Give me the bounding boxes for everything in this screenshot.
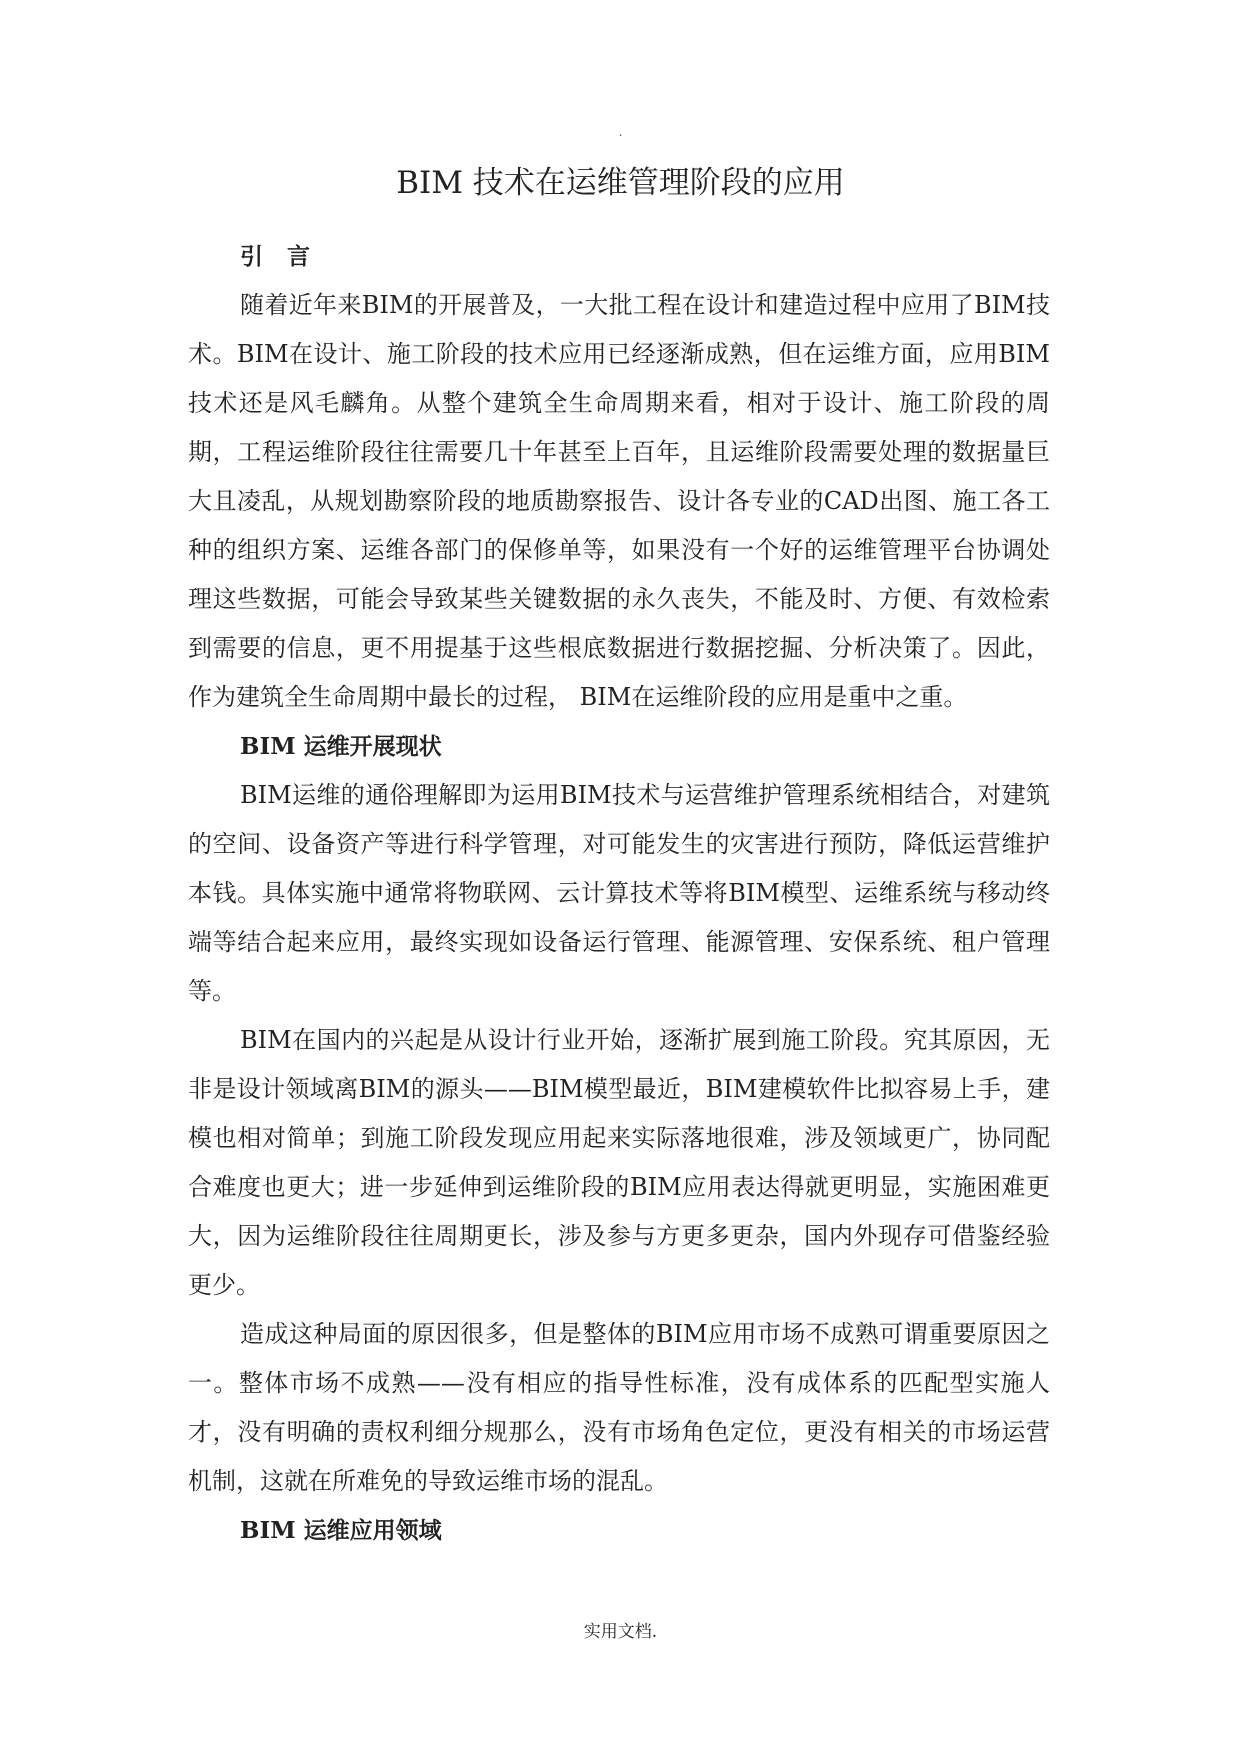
- page-footer: 实用文档.: [583, 1622, 658, 1642]
- section-heading-applications: BIM 运维应用领域: [240, 1517, 442, 1544]
- paragraph: 随着近年来BIM的开展普及，一大批工程在设计和建造过程中应用了BIM技术。BIM在设计、施工阶段的技术应用已经逐渐成熟，但在运维方面，应用BIM技术还是风毛麟角。从整个建筑全生命周期来看，相对于设计、施工阶段的周期，工程运维阶段往往需要几十年甚至上百年，且运维阶段需要处理的数据量巨大且凌乱，从规划勘察阶段的地质勘察报告、设计各专业的CAD出图、施工各工种的组织方案、运维各部门的保修单等，如果没有一个好的运维管理平台协调处理这些数据，可能会导致某些关键数据的永久丧失，不能及时、方便、有效检索到需要的信息，更不用提基于这些根底数据进行数据挖掘、分析决策了。因此，作为建筑全生命周期中最长的过程， BIM在运维阶段的应用是重中之重。: [188, 291, 1050, 711]
- paragraph: 造成这种局面的原因很多，但是整体的BIM应用市场不成熟可谓重要原因之一。整体市场不成熟——没有相应的指导性标准，没有成体系的匹配型实施人才，没有明确的责权利细分规那么，没有市场角色定位，更没有相关的市场运营机制，这就在所难免的导致运维市场的混乱。: [188, 1320, 1050, 1495]
- document-body: [188, 232, 1050, 1555]
- header-mark: .: [618, 125, 623, 139]
- document-title: BIM 技术在运维管理阶段的应用: [396, 165, 845, 201]
- section-heading-status: BIM 运维开展现状: [240, 733, 442, 760]
- paragraph: BIM运维的通俗理解即为运用BIM技术与运营维护管理系统相结合，对建筑的空间、设备资产等进行科学管理，对可能发生的灾害进行预防，降低运营维护本钱。具体实施中通常将物联网、云计算技术等将BIM模型、运维系统与移动终端等结合起来应用，最终实现如设备运行管理、能源管理、安保系统、租户管理等。: [188, 781, 1050, 1005]
- paragraph: BIM在国内的兴起是从设计行业开始，逐渐扩展到施工阶段。究其原因，无非是设计领域离BIM的源头——BIM模型最近，BIM建模软件比拟容易上手，建模也相对简单；到施工阶段发现应用起来实际落地很难，涉及领域更广，协同配合难度也更大；进一步延伸到运维阶段的BIM应用表达得就更明显，实施困难更大，因为运维阶段往往周期更长，涉及参与方更多更杂，国内外现存可借鉴经验更少。: [188, 1026, 1050, 1299]
- section-heading-intro: 引 言: [240, 243, 319, 270]
